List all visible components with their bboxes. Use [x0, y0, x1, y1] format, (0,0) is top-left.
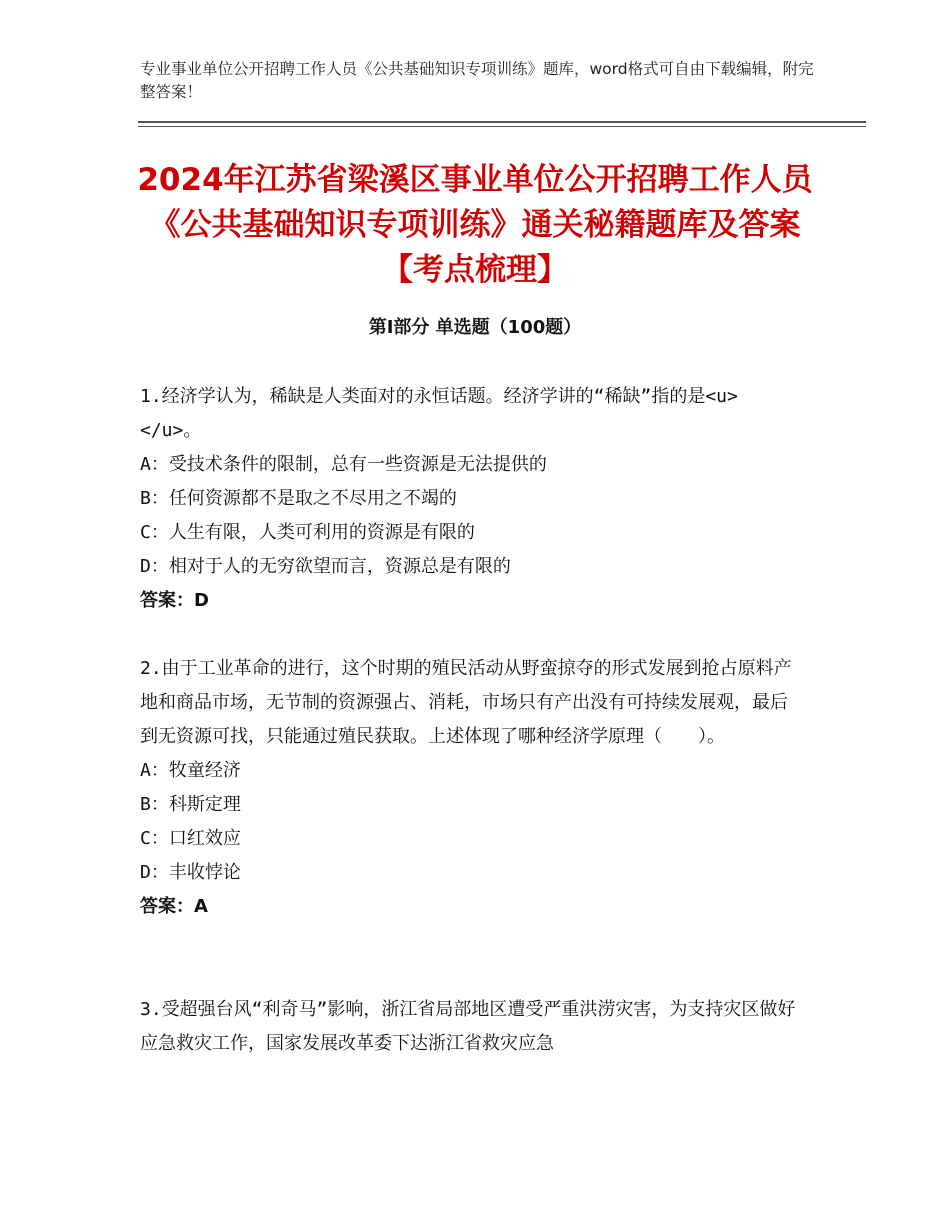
option-d: D：相对于人的无穷欲望而言，资源总是有限的 — [140, 556, 511, 577]
option-b: B：任何资源都不是取之不尽用之不竭的 — [140, 488, 457, 509]
section-title: 第I部分 单选题（100题） — [368, 317, 582, 338]
question-1 — [140, 380, 800, 618]
question-stem: 3.受超强台风“利奇马”影响，浙江省局部地区遭受严重洪涝灾害，为支持灾区做好应急救灾工作，国家发展改革委下达浙江省救灾应急 — [140, 999, 796, 1054]
question-stem: 1.经济学认为，稀缺是人类面对的永恒话题。经济学讲的“稀缺”指的是<u> </u>。 — [140, 386, 738, 441]
option-a: A：牧童经济 — [140, 760, 241, 781]
option-a: A：受技术条件的限制，总有一些资源是无法提供的 — [140, 454, 547, 475]
question-2 — [140, 652, 800, 924]
answer: 答案：D — [140, 590, 209, 611]
answer: 答案：A — [140, 896, 208, 917]
option-b: B：科斯定理 — [140, 794, 241, 815]
question-stem: 2.由于工业革命的进行，这个时期的殖民活动从野蛮掠夺的形式发展到抢占原料产地和商品市场，无节制的资源强占、消耗，市场只有产出没有可持续发展观，最后到无资源可找，只能通过殖民获取。上述体现了哪种经济学原理（ ）。 — [140, 658, 792, 747]
option-d: D：丰收悖论 — [140, 862, 241, 883]
question-3 — [140, 993, 800, 1061]
header-divider-thin — [138, 126, 866, 127]
document-title: 2024年江苏省梁溪区事业单位公开招聘工作人员《公共基础知识专项训练》通关秘籍题库及答案【考点梳理】 — [137, 162, 813, 288]
option-c: C：人生有限，人类可利用的资源是有限的 — [140, 522, 475, 543]
option-c: C：口红效应 — [140, 828, 241, 849]
header-divider — [138, 121, 866, 123]
header-note: 专业事业单位公开招聘工作人员《公共基础知识专项训练》题库，word格式可自由下载编辑，附完整答案！ — [140, 60, 814, 101]
